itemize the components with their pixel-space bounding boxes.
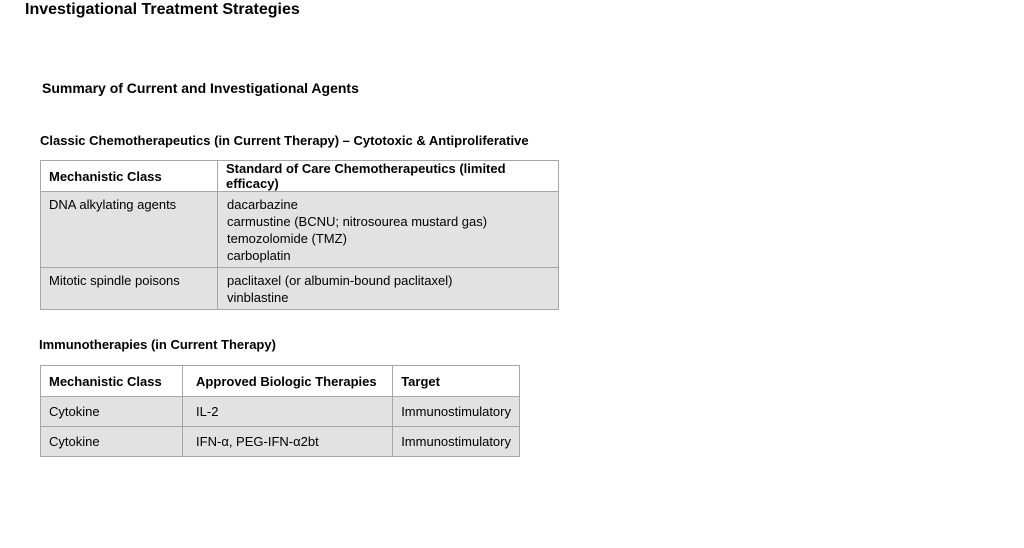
drug-name: vinblastine bbox=[227, 290, 289, 305]
mechanistic-class-cell: Cytokine bbox=[41, 427, 183, 457]
mechanistic-class-cell: DNA alkylating agents bbox=[41, 192, 218, 268]
table-header-row bbox=[41, 366, 520, 397]
mechanistic-class-cell: Mitotic spindle poisons bbox=[41, 268, 218, 310]
column-header-target: Target bbox=[393, 366, 520, 397]
drug-name: carmustine (BCNU; nitrosourea mustard gas) bbox=[227, 214, 488, 229]
table-row bbox=[41, 192, 559, 268]
table-row bbox=[41, 268, 559, 310]
immuno-table bbox=[40, 365, 520, 457]
chemo-table bbox=[40, 160, 559, 310]
drug-name: carboplatin bbox=[227, 248, 291, 263]
drug-name: dacarbazine bbox=[227, 197, 298, 212]
column-header-mechanistic-class: Mechanistic Class bbox=[41, 161, 218, 192]
table-row bbox=[41, 427, 520, 457]
column-header-approved-therapies: Approved Biologic Therapies bbox=[183, 366, 393, 397]
agents-cell bbox=[218, 192, 559, 268]
column-header-standard-of-care: Standard of Care Chemotherapeutics (limited efficacy) bbox=[218, 161, 559, 192]
page-subtitle: Summary of Current and Investigational Agents bbox=[42, 80, 359, 96]
drug-name: paclitaxel (or albumin-bound paclitaxel) bbox=[227, 273, 453, 288]
target-cell: Immunostimulatory bbox=[393, 427, 520, 457]
drug-name: temozolomide (TMZ) bbox=[227, 231, 347, 246]
immuno-section-heading: Immunotherapies (in Current Therapy) bbox=[39, 337, 276, 352]
therapy-cell: IFN-α, PEG-IFN-α2bt bbox=[183, 427, 393, 457]
agents-cell bbox=[218, 268, 559, 310]
page-title: Investigational Treatment Strategies bbox=[25, 1, 300, 18]
table-header-row bbox=[41, 161, 559, 192]
mechanistic-class-cell: Cytokine bbox=[41, 397, 183, 427]
table-row bbox=[41, 397, 520, 427]
column-header-mechanistic-class: Mechanistic Class bbox=[41, 366, 183, 397]
target-cell: Immunostimulatory bbox=[393, 397, 520, 427]
therapy-cell: IL-2 bbox=[183, 397, 393, 427]
chemo-section-heading: Classic Chemotherapeutics (in Current Therapy) – Cytotoxic & Antiproliferative bbox=[40, 133, 529, 148]
